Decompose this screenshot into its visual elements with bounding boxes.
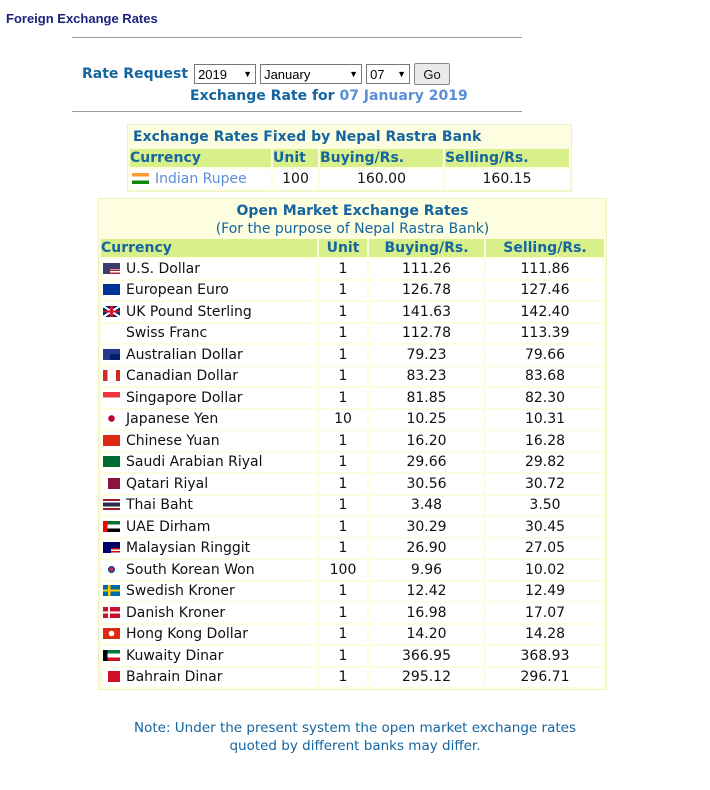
- table-row: [101, 410, 604, 430]
- currency-name: European Euro: [126, 282, 229, 299]
- table-row: [101, 603, 604, 623]
- currency-cell: [101, 388, 317, 408]
- dropdown-arrow-icon: ▼: [243, 69, 253, 79]
- go-button[interactable]: Go: [414, 63, 450, 85]
- currency-name: Bahrain Dinar: [126, 669, 223, 686]
- ca-flag-icon: [103, 370, 120, 381]
- selling-cell: 30.45: [486, 517, 604, 537]
- table-row: [101, 367, 604, 387]
- month-select[interactable]: [260, 64, 362, 84]
- year-select[interactable]: [194, 64, 256, 84]
- unit-cell: 1: [319, 345, 367, 365]
- selling-cell: 113.39: [486, 324, 604, 344]
- table-row: [101, 388, 604, 408]
- currency-name: Chinese Yuan: [126, 432, 220, 449]
- open-market-subtitle: (For the purpose of Nepal Rastra Bank): [215, 221, 490, 237]
- unit-cell: 100: [273, 169, 318, 189]
- currency-name: Canadian Dollar: [126, 368, 238, 385]
- page-title: Foreign Exchange Rates: [6, 11, 158, 26]
- table-row: [101, 474, 604, 494]
- unit-cell: 1: [319, 453, 367, 473]
- unit-cell: 1: [319, 474, 367, 494]
- open-market-title: Open Market Exchange Rates: [236, 203, 469, 219]
- buying-cell: 295.12: [369, 668, 484, 688]
- currency-name: Australian Dollar: [126, 346, 243, 363]
- kr-flag-icon: [103, 564, 120, 575]
- note-line-1: Note: Under the present system the open market exchange rates: [134, 720, 576, 736]
- currency-name: U.S. Dollar: [126, 260, 200, 277]
- currency-cell: [101, 496, 317, 516]
- selling-cell: 27.05: [486, 539, 604, 559]
- cn-flag-icon: [103, 435, 120, 446]
- us-flag-icon: [103, 263, 120, 274]
- header-selling: Selling/Rs.: [445, 149, 569, 167]
- currency-cell: [101, 582, 317, 602]
- selling-cell: 79.66: [486, 345, 604, 365]
- selling-cell: 10.02: [486, 560, 604, 580]
- day-value: 07: [370, 66, 385, 82]
- header-buying: Buying/Rs.: [369, 239, 484, 257]
- selling-cell: 30.72: [486, 474, 604, 494]
- buying-cell: 26.90: [369, 539, 484, 559]
- selling-cell: 12.49: [486, 582, 604, 602]
- day-select[interactable]: [366, 64, 410, 84]
- selling-cell: 29.82: [486, 453, 604, 473]
- uk-flag-icon: [103, 306, 120, 317]
- buying-cell: 79.23: [369, 345, 484, 365]
- dropdown-arrow-icon: ▼: [397, 69, 407, 79]
- table-row: [101, 259, 604, 279]
- table-row: [101, 517, 604, 537]
- sg-flag-icon: [103, 392, 120, 403]
- table-row: [101, 560, 604, 580]
- table-row: [101, 646, 604, 666]
- selling-cell: 127.46: [486, 281, 604, 301]
- buying-cell: 30.29: [369, 517, 484, 537]
- currency-cell: [101, 431, 317, 451]
- currency-name: Swedish Kroner: [126, 583, 235, 600]
- my-flag-icon: [103, 542, 120, 553]
- dk-flag-icon: [103, 607, 120, 618]
- unit-cell: 100: [319, 560, 367, 580]
- table-header-row: [130, 149, 569, 167]
- selling-cell: 14.28: [486, 625, 604, 645]
- ae-flag-icon: [103, 521, 120, 532]
- selling-cell: 111.86: [486, 259, 604, 279]
- currency-name: Malaysian Ringgit: [126, 540, 251, 557]
- unit-cell: 1: [319, 646, 367, 666]
- ch-flag-icon: [103, 327, 120, 338]
- selling-cell: 160.15: [445, 169, 569, 189]
- currency-cell: [101, 324, 317, 344]
- buying-cell: 366.95: [369, 646, 484, 666]
- buying-cell: 16.20: [369, 431, 484, 451]
- kw-flag-icon: [103, 650, 120, 661]
- buying-cell: 16.98: [369, 603, 484, 623]
- table-row: [101, 302, 604, 322]
- buying-cell: 126.78: [369, 281, 484, 301]
- selling-cell: 142.40: [486, 302, 604, 322]
- currency-name: Saudi Arabian Riyal: [126, 454, 263, 471]
- buying-cell: 160.00: [320, 169, 443, 189]
- currency-name: UK Pound Sterling: [126, 303, 252, 320]
- selling-cell: 368.93: [486, 646, 604, 666]
- table-row: [101, 324, 604, 344]
- currency-cell: [101, 625, 317, 645]
- currency-cell: [101, 367, 317, 387]
- unit-cell: 1: [319, 302, 367, 322]
- buying-cell: 9.96: [369, 560, 484, 580]
- table-row: [101, 582, 604, 602]
- header-buying: Buying/Rs.: [320, 149, 443, 167]
- buying-cell: 81.85: [369, 388, 484, 408]
- currency-cell: [101, 539, 317, 559]
- currency-cell: [101, 259, 317, 279]
- au-flag-icon: [103, 349, 120, 360]
- currency-name: Japanese Yen: [126, 411, 219, 428]
- selling-cell: 10.31: [486, 410, 604, 430]
- unit-cell: 10: [319, 410, 367, 430]
- th-flag-icon: [103, 499, 120, 510]
- currency-cell: [101, 603, 317, 623]
- qa-flag-icon: [103, 478, 120, 489]
- buying-cell: 30.56: [369, 474, 484, 494]
- fixed-rates-table: [127, 124, 572, 192]
- unit-cell: 1: [319, 388, 367, 408]
- fixed-rates-title: Exchange Rates Fixed by Nepal Rastra Bank: [133, 129, 482, 145]
- currency-cell: [101, 345, 317, 365]
- buying-cell: 14.20: [369, 625, 484, 645]
- currency-cell: [101, 453, 317, 473]
- buying-cell: 111.26: [369, 259, 484, 279]
- unit-cell: 1: [319, 367, 367, 387]
- unit-cell: 1: [319, 668, 367, 688]
- currency-cell: [101, 474, 317, 494]
- exchange-for-label: Exchange Rate for: [190, 88, 340, 104]
- selling-cell: 16.28: [486, 431, 604, 451]
- currency-cell: [101, 517, 317, 537]
- year-value: 2019: [198, 66, 227, 82]
- currency-name: Singapore Dollar: [126, 389, 243, 406]
- table-row: [101, 453, 604, 473]
- buying-cell: 3.48: [369, 496, 484, 516]
- unit-cell: 1: [319, 539, 367, 559]
- selling-cell: 82.30: [486, 388, 604, 408]
- currency-name: Thai Baht: [126, 497, 193, 514]
- header-currency: Currency: [130, 149, 271, 167]
- selling-cell: 3.50: [486, 496, 604, 516]
- note-line-2: quoted by different banks may differ.: [229, 738, 481, 754]
- table-row: [101, 539, 604, 559]
- currency-name: Swiss Franc: [126, 325, 208, 342]
- currency-name: South Korean Won: [126, 561, 255, 578]
- table-row: [101, 431, 604, 451]
- selling-cell: 17.07: [486, 603, 604, 623]
- rate-request-label: Rate Request: [82, 66, 189, 82]
- unit-cell: 1: [319, 281, 367, 301]
- selling-cell: 83.68: [486, 367, 604, 387]
- header-unit: Unit: [319, 239, 367, 257]
- se-flag-icon: [103, 585, 120, 596]
- month-value: January: [264, 66, 311, 82]
- buying-cell: 10.25: [369, 410, 484, 430]
- table-row: [101, 496, 604, 516]
- currency-name: UAE Dirham: [126, 518, 211, 535]
- divider-top: [72, 37, 522, 38]
- exchange-rate-date-heading: [190, 88, 468, 104]
- exchange-date: 07 January 2019: [339, 88, 468, 104]
- currency-name: Hong Kong Dollar: [126, 626, 249, 643]
- buying-cell: 83.23: [369, 367, 484, 387]
- buying-cell: 12.42: [369, 582, 484, 602]
- dropdown-arrow-icon: ▼: [349, 69, 359, 79]
- unit-cell: 1: [319, 324, 367, 344]
- currency-name: Indian Rupee: [155, 170, 247, 187]
- selling-cell: 296.71: [486, 668, 604, 688]
- currency-cell: [101, 646, 317, 666]
- currency-cell: [101, 281, 317, 301]
- currency-cell: [101, 410, 317, 430]
- jp-flag-icon: [103, 413, 120, 424]
- currency-cell: [101, 560, 317, 580]
- india-flag-icon: [132, 173, 149, 184]
- disclaimer-note: [100, 719, 610, 755]
- buying-cell: 29.66: [369, 453, 484, 473]
- currency-name: Danish Kroner: [126, 604, 226, 621]
- table-row: [101, 345, 604, 365]
- header-selling: Selling/Rs.: [486, 239, 604, 257]
- unit-cell: 1: [319, 496, 367, 516]
- table-row: [130, 169, 569, 189]
- hk-flag-icon: [103, 628, 120, 639]
- unit-cell: 1: [319, 582, 367, 602]
- divider-mid: [72, 111, 522, 112]
- header-unit: Unit: [273, 149, 318, 167]
- currency-cell: [130, 169, 271, 189]
- table-row: [101, 625, 604, 645]
- unit-cell: 1: [319, 625, 367, 645]
- bh-flag-icon: [103, 671, 120, 682]
- table-row: [101, 281, 604, 301]
- buying-cell: 141.63: [369, 302, 484, 322]
- buying-cell: 112.78: [369, 324, 484, 344]
- unit-cell: 1: [319, 431, 367, 451]
- unit-cell: 1: [319, 517, 367, 537]
- rate-request-form: [82, 63, 450, 85]
- sa-flag-icon: [103, 456, 120, 467]
- currency-cell: [101, 668, 317, 688]
- table-header-row: [101, 239, 604, 257]
- eu-flag-icon: [103, 284, 120, 295]
- currency-name: Qatari Riyal: [126, 475, 209, 492]
- open-market-table: [98, 198, 607, 690]
- currency-name: Kuwaity Dinar: [126, 647, 224, 664]
- currency-cell: [101, 302, 317, 322]
- unit-cell: 1: [319, 603, 367, 623]
- header-currency: Currency: [101, 239, 317, 257]
- unit-cell: 1: [319, 259, 367, 279]
- table-row: [101, 668, 604, 688]
